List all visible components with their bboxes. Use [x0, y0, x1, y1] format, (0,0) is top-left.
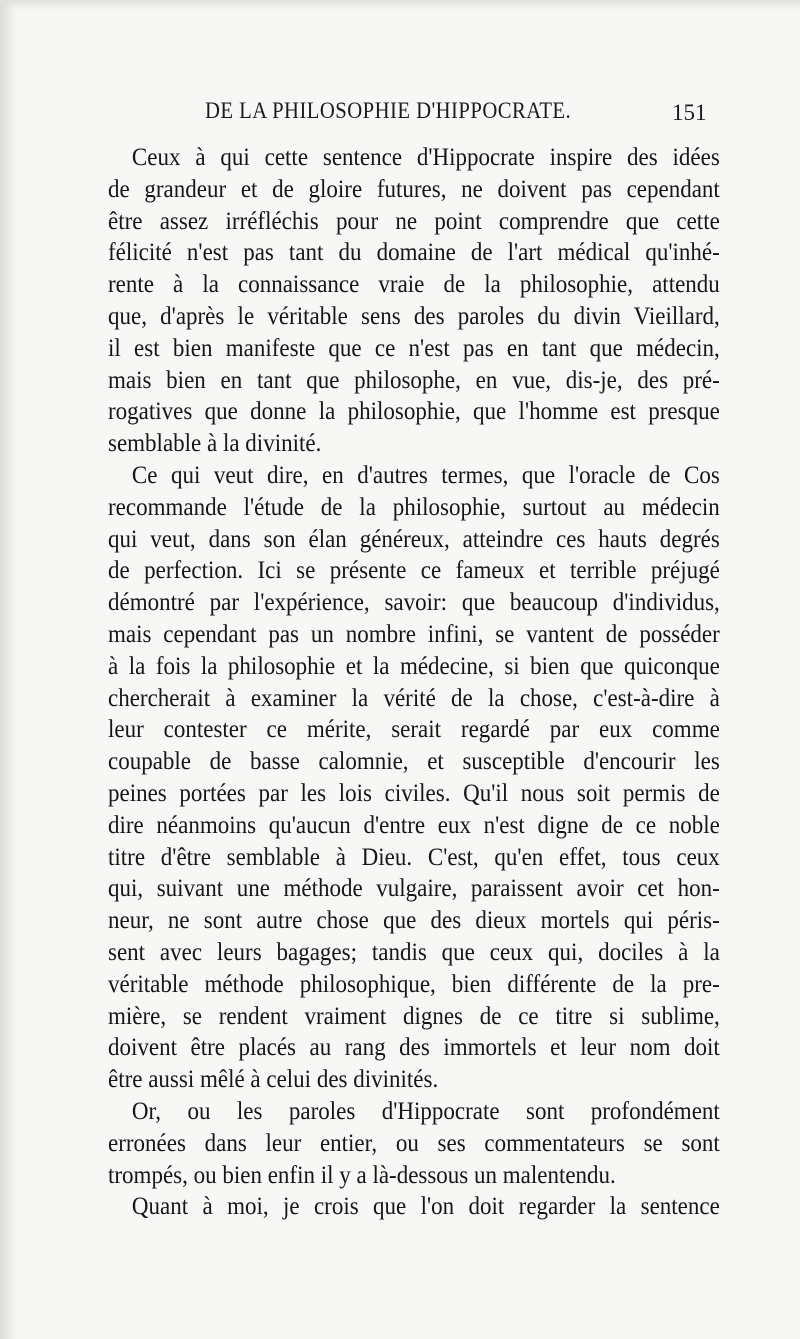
text-line: véritable méthode philosophique, bien différente de la pre-	[108, 970, 720, 998]
text-line: mière, se rendent vraiment dignes de ce titre si sublime,	[108, 1002, 720, 1030]
text-line: chercherait à examiner la vérité de la chose, c'est-à-dire à	[108, 684, 720, 712]
page-number: 151	[672, 100, 707, 125]
text-line: Ce qui veut dire, en d'autres termes, que l'oracle de Cos	[131, 461, 720, 489]
text-line: qui veut, dans son élan généreux, atteindre ces hauts degrés	[108, 525, 720, 553]
text-line: être assez irréfléchis pour ne point comprendre que cette	[108, 207, 720, 235]
text-line: doivent être placés au rang des immortels et leur nom doit	[108, 1034, 720, 1062]
text-line: coupable de basse calomnie, et susceptible d'encourir les	[108, 748, 720, 776]
text-line: semblable à la divinité.	[108, 430, 322, 458]
text-line: titre d'être semblable à Dieu. C'est, qu'en effet, tous ceux	[108, 843, 720, 871]
text-line: leur contester ce mérite, serait regardé par eux comme	[108, 716, 720, 744]
page-top-shadow	[0, 0, 800, 10]
text-line: rogatives que donne la philosophie, que l'homme est presque	[108, 398, 720, 426]
body-text	[108, 142, 720, 1223]
text-line: peines portées par les lois civiles. Qu'il nous soit permis de	[108, 779, 720, 807]
text-line: Or, ou les paroles d'Hippocrate sont profondément	[131, 1097, 720, 1125]
text-line: mais cependant pas un nombre infini, se vantent de posséder	[108, 620, 720, 648]
running-head: DE LA PHILOSOPHIE D'HIPPOCRATE.	[205, 98, 572, 123]
text-line: Quant à moi, je crois que l'on doit regarder la sentence	[131, 1193, 720, 1221]
text-line: rente à la connaissance vraie de la philosophie, attendu	[108, 271, 720, 299]
text-line: qui, suivant une méthode vulgaire, paraissent avoir cet hon-	[108, 875, 720, 903]
text-line: Ceux à qui cette sentence d'Hippocrate inspire des idées	[131, 144, 720, 171]
page-edge-shadow	[0, 0, 16, 1339]
text-line: de grandeur et de gloire futures, ne doivent pas cependant	[108, 175, 720, 203]
text-line: démontré par l'expérience, savoir: que beaucoup d'individus,	[108, 589, 720, 617]
text-line: recommande l'étude de la philosophie, surtout au médecin	[108, 493, 720, 521]
text-line: de perfection. Ici se présente ce fameux et terrible préjugé	[108, 557, 720, 585]
text-line: erronées dans leur entier, ou ses commentateurs se sont	[108, 1129, 720, 1157]
text-line: que, d'après le véritable sens des paroles du divin Vieillard,	[108, 302, 720, 330]
text-line: il est bien manifeste que ce n'est pas en tant que médecin,	[108, 334, 720, 362]
text-line: sent avec leurs bagages; tandis que ceux qui, dociles à la	[108, 938, 720, 966]
text-line: à la fois la philosophie et la médecine, si bien que quiconque	[108, 652, 720, 680]
text-line: être aussi mêlé à celui des divinités.	[108, 1066, 439, 1094]
text-line: neur, ne sont autre chose que des dieux mortels qui péris-	[108, 907, 720, 935]
text-line: dire néanmoins qu'aucun d'entre eux n'est digne de ce noble	[108, 811, 720, 839]
text-line: mais bien en tant que philosophe, en vue, dis-je, des pré-	[108, 366, 720, 394]
text-line: félicité n'est pas tant du domaine de l'art médical qu'inhé-	[108, 239, 720, 267]
text-line: trompés, ou bien enfin il y a là-dessous un malentendu.	[108, 1161, 616, 1189]
